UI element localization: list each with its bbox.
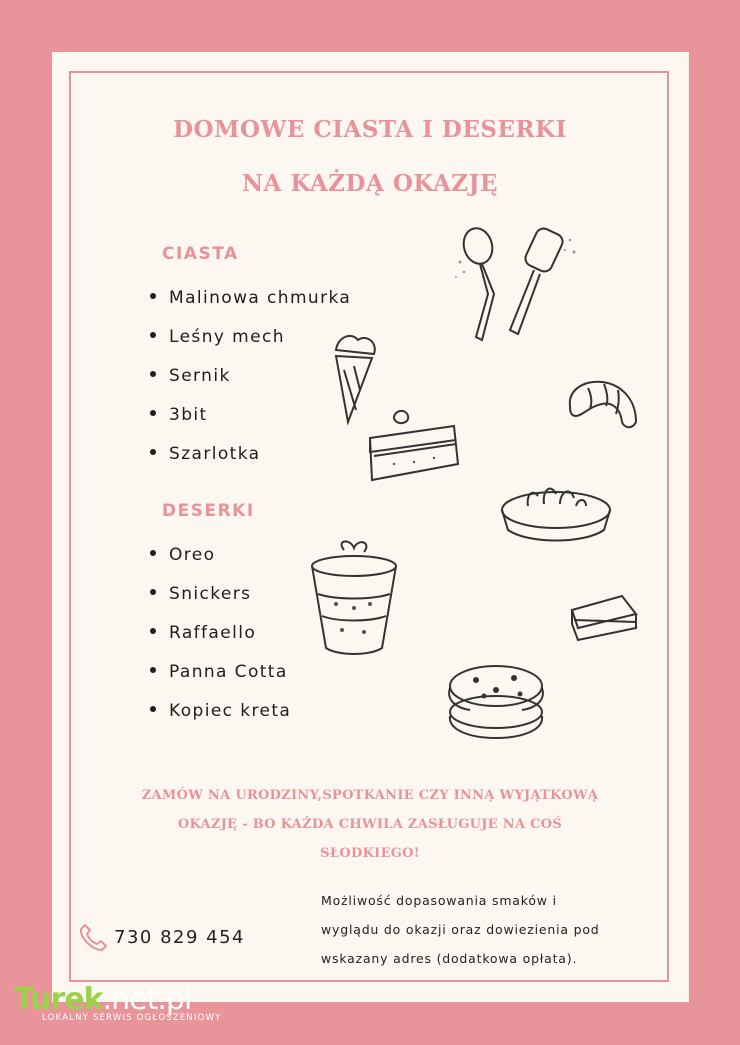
list-item: Malinowa chmurka: [150, 288, 351, 327]
list-item: Kopiec kreta: [150, 701, 291, 740]
bullet-icon: [150, 550, 156, 556]
deserki-list: [150, 545, 291, 740]
list-item: 3bit: [150, 405, 351, 444]
phone-contact[interactable]: [78, 922, 245, 952]
bullet-icon: [150, 410, 156, 416]
bullet-icon: [150, 332, 156, 338]
bullet-icon: [150, 293, 156, 299]
watermark: [14, 982, 222, 1023]
list-item: Panna Cotta: [150, 662, 291, 701]
bullet-icon: [150, 667, 156, 673]
note-line-2: wyglądu do okazji oraz dowiezienia pod: [321, 922, 600, 937]
cake-slice-icon: [566, 584, 642, 642]
title-line-2: NA KAŻDĄ OKAZJĘ: [241, 170, 498, 197]
croissant-icon: [562, 376, 642, 434]
cookies-stack-icon: [440, 660, 552, 742]
cta-line-3: SŁODKIEGO!: [320, 846, 420, 861]
dessert-glass-icon: [306, 538, 402, 664]
note-line-1: Możliwość dopasowania smaków i: [321, 893, 557, 908]
bullet-icon: [150, 589, 156, 595]
list-item: Snickers: [150, 584, 291, 623]
list-item: Sernik: [150, 366, 351, 405]
list-item: Leśny mech: [150, 327, 351, 366]
spoon-spatula-icon: [450, 222, 580, 357]
bullet-icon: [150, 449, 156, 455]
phone-number: 730 829 454: [114, 926, 246, 948]
list-item: Oreo: [150, 545, 291, 584]
cheesecake-slice-icon: [364, 404, 464, 484]
phone-icon: [78, 922, 108, 952]
cta-line-2: OKAZJĘ - BO KAŻDA CHWILA ZASŁUGUJE NA COŚ: [177, 817, 563, 832]
note-line-3: wskazany adres (dodatkowa opłata).: [321, 951, 578, 966]
delivery-note: [321, 886, 651, 973]
bullet-icon: [150, 371, 156, 377]
cta-line-1: ZAMÓW NA URODZINY,SPOTKANIE CZY INNĄ WYJĄTKOWĄ: [141, 788, 599, 803]
list-item: Szarlotka: [150, 444, 351, 483]
bullet-icon: [150, 628, 156, 634]
watermark-tagline: LOKALNY SERWIS OGŁOSZENIOWY: [42, 1013, 222, 1023]
deserki-heading: DESERKI: [162, 501, 255, 521]
ciasta-heading: CIASTA: [162, 244, 239, 264]
watermark-logo: Turek.net.pl: [14, 982, 192, 1017]
list-item: Raffaello: [150, 623, 291, 662]
bullet-icon: [150, 706, 156, 712]
title-line-1: DOMOWE CIASTA I DESERKI: [173, 116, 567, 143]
meringue-tart-icon: [498, 470, 614, 546]
